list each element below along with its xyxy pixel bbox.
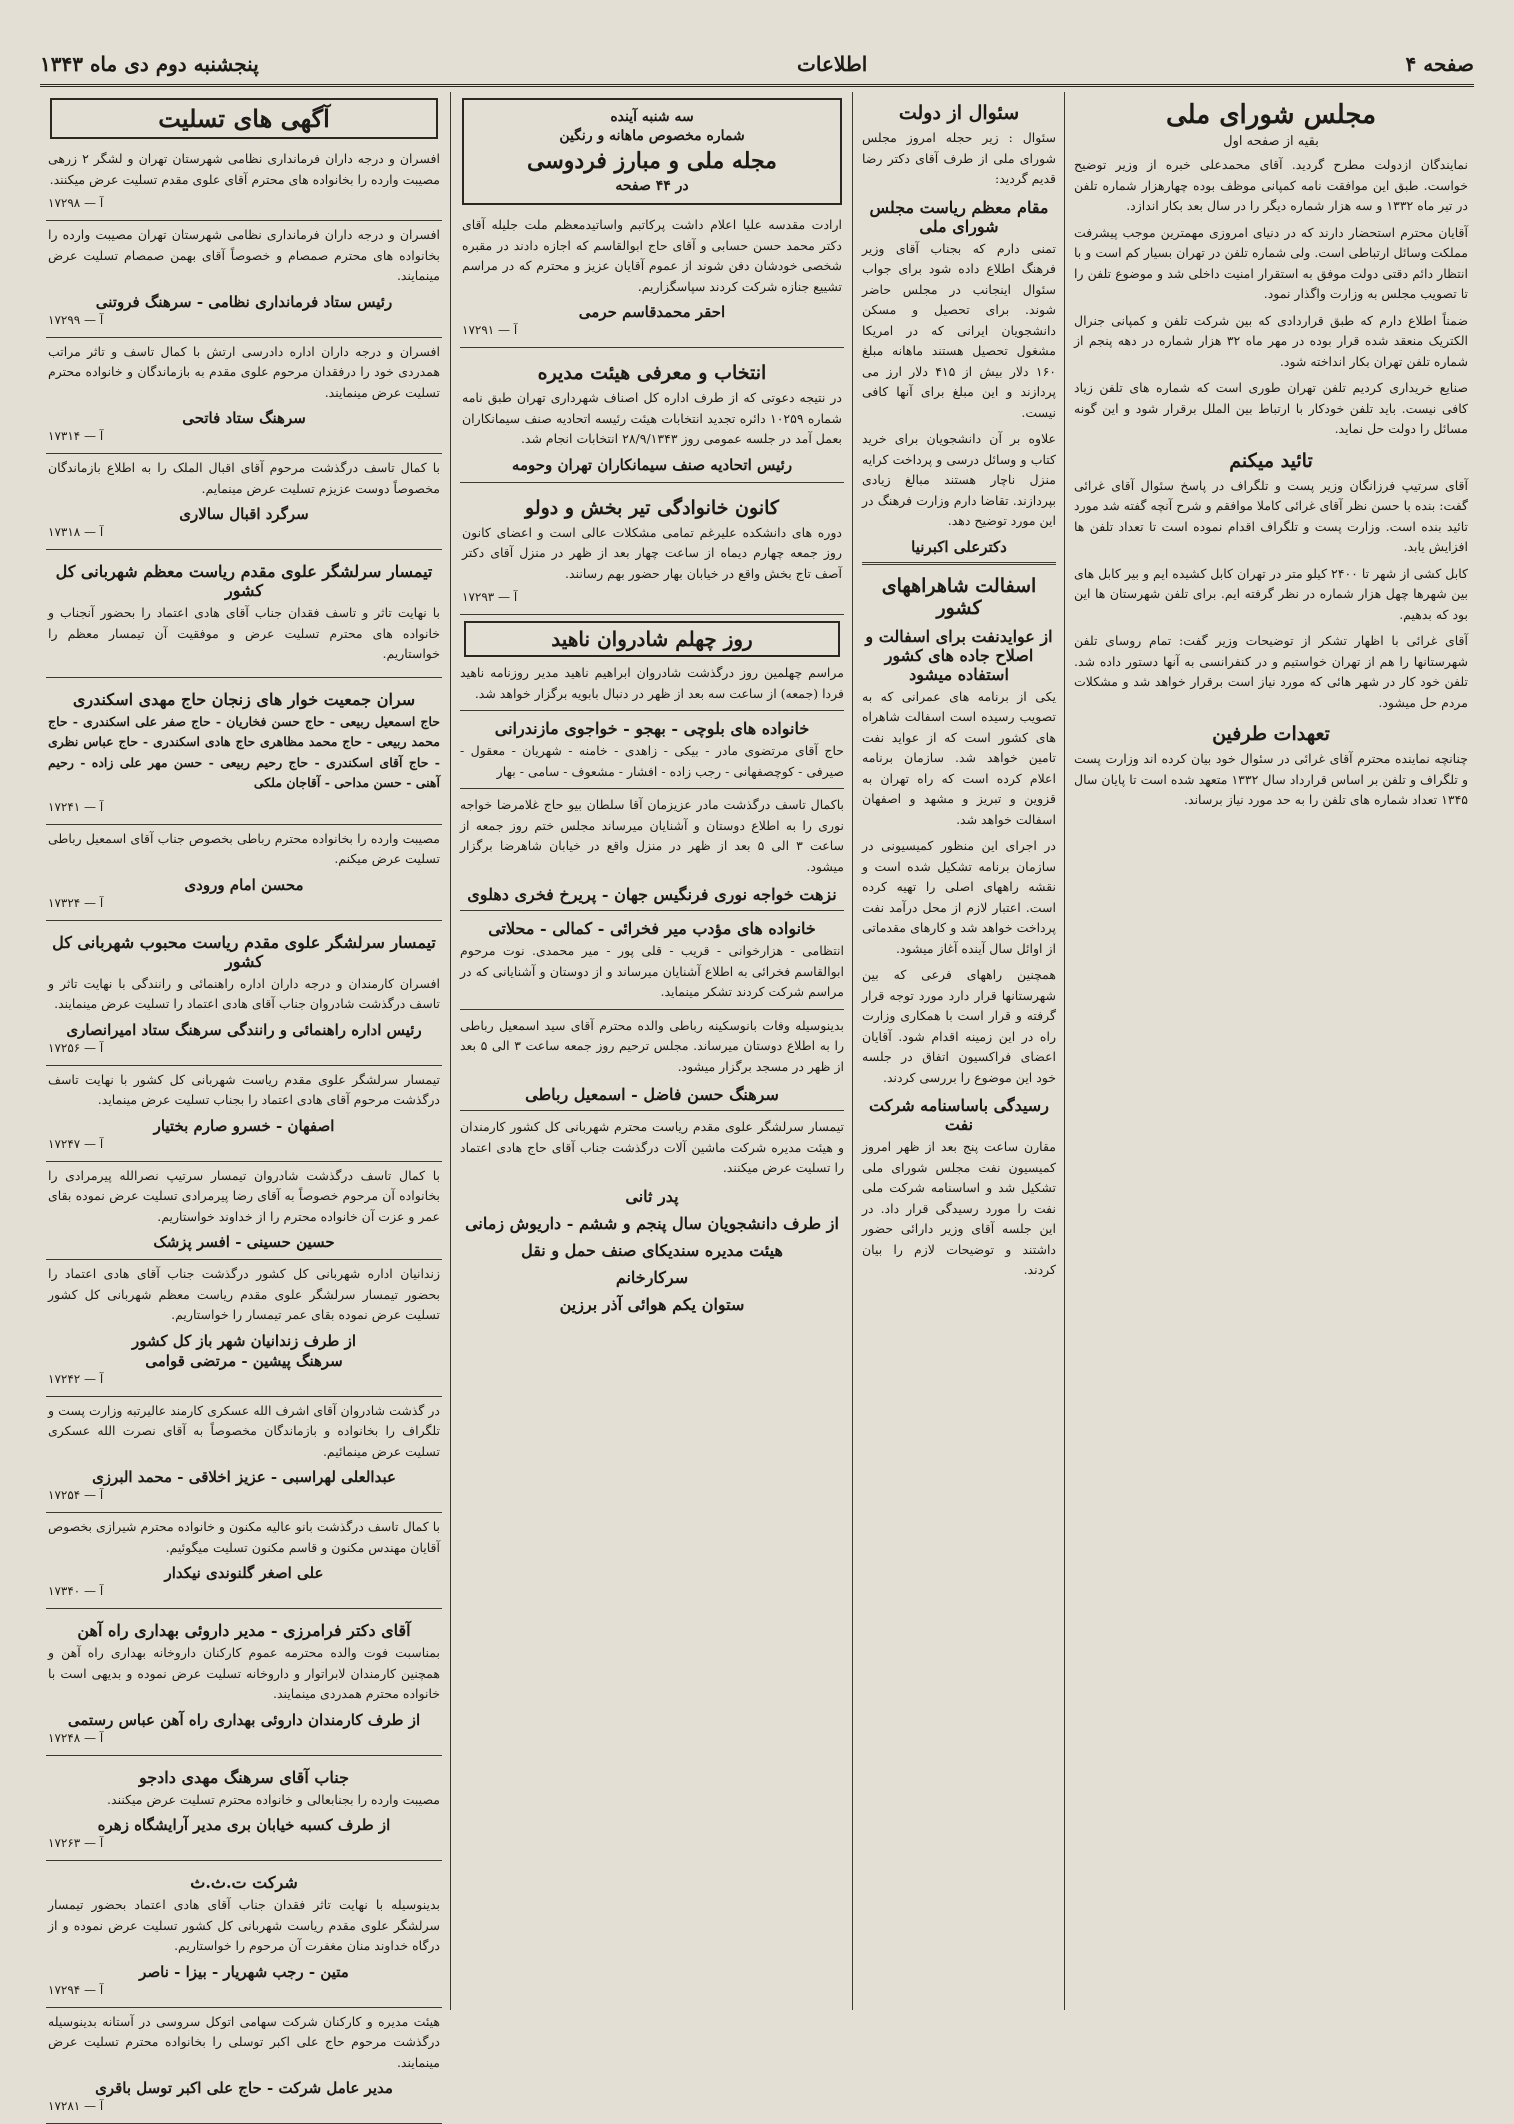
notice — [460, 348, 844, 483]
divider — [460, 1110, 844, 1111]
section-heading: تعهدات طرفین — [1074, 723, 1468, 745]
notice-text: افسران و درجه داران فرمانداری نظامی شهرستان تهران و لشگر ۲ زرهی مصیبت وارده را بخانواده های محترم آقای علوی مقدم تسلیت عرض میکنند. — [48, 149, 440, 190]
article-paragraph: یکی از برنامه های عمرانی که به تصویب رسیده است اسفالت شاهراه های کشور است که از عواید نفت تامین خواهد شد. سازمان برنامه اعلام کرده است که راه تهران به قزوین و تبریز و مشهد و اصفهان اسفالت خواهد شد. — [862, 687, 1056, 831]
article-paragraph: علاوه بر آن دانشجویان برای خرید کتاب و وسائل درسی و پرداخت کرایه منزل ناچار هستند مبالغ زیادی بپردازند. تقاضا دارم وزارت فرهنگ در این مورد توضیح دهد. — [862, 429, 1056, 532]
divider — [460, 788, 844, 789]
notice-text: بمناسبت فوت والده محترمه عموم کارکنان داروخانه بهداری راه آهن و همچنین کارمندان لابراتوار و داروخانه تسلیت عرض نموده و بدیهی است با خانواده محترم همدردی مینمایند. — [48, 1643, 440, 1705]
notice-heading: نزهت خواجه نوری فرنگیس جهان - پریرخ فخری دهلوی — [460, 885, 844, 904]
section-heading: مقام معظم ریاست مجلس شورای ملی — [862, 198, 1056, 236]
ad-code: آ — ۱۷۲۴۸ — [48, 1731, 440, 1745]
notice-text: دوره های دانشکده علیرغم تمامی مشکلات عالی است و اعضای کانون روز جمعه چهارم دیماه از ساعت چهار بعد از ظهر در منزل آقای دکتر آصف تاج بخش واقع در خیابان بهار حضور بهم رسانند. — [462, 523, 842, 585]
notice-heading: کانون خانوادگی تیر بخش و دولو — [462, 497, 842, 519]
article-title: اسفالت شاهراههای کشور — [862, 575, 1056, 619]
banner-line: در ۴۴ صفحه — [468, 178, 836, 194]
signature: سرهنگ ستاد فاتحی — [48, 409, 440, 427]
article-title: سئوال از دولت — [862, 102, 1056, 124]
notice-text: هیئت مدیره و کارکنان شرکت سهامی اتوکل سروسی در آستانه بدینوسیله درگذشت مرحوم حاج علی اکبر توسلی را بخانواده محترم تسلیت عرض مینمایند. — [48, 2012, 440, 2074]
column-divider — [450, 92, 451, 2010]
condolence-notice — [46, 2008, 442, 2124]
notice-text: زندانیان اداره شهربانی کل کشور درگذشت جناب آقای هادی اعتماد را بحضور تیمسار سرلشگر علوی مقدم ریاست معظم شهربانی کل کشور تسلیت عرض نموده بقای عمر تیمسار را خواستاریم. — [48, 1264, 440, 1326]
condolence-notice — [46, 921, 442, 1066]
notice-text: افسران کارمندان و درجه داران اداره راهنمائی و رانندگی با نهایت تاثر و تاسف درگذشت شادروان جناب آقای هادی اعتماد را تسلیت عرض مینمایند. — [48, 974, 440, 1015]
ad-code: آ — ۱۷۲۴۱ — [48, 800, 440, 814]
notice-text: مصیبت وارده را بخانواده محترم رباطی بخصوص جناب آقای اسمعیل رباطی تسلیت عرض میکنم. — [48, 829, 440, 870]
notice-text: در نتیجه دعوتی که از طرف اداره کل اصناف شهرداری تهران طبق نامه شماره ۱۰۲۵۹ دائره تجدید انتخابات هیئت رئیسه اتحادیه صنف سیمانکاران بعمل آمد در جلسه عمومی روز ۲۸/۹/۱۳۴۳ انتخابات انجام شد. — [462, 388, 842, 450]
notice-heading: هیئت مدیره سندیکای صنف حمل و نقل — [460, 1241, 844, 1260]
notice-text: افسران و درجه داران اداره دادرسی ارتش با کمال تاسف و تاثر مراتب همدردی خود را درفقدان مرحوم علوی مقدم به بازماندگان و خانواده محترم تسلیت عرض مینمایند. — [48, 342, 440, 404]
section-heading: تائید میکنم — [1074, 450, 1468, 472]
notice-text: با کمال تاسف درگذشت شادروان تیمسار سرتیپ نصرالله پیرمرادی را بخانواده آن مرحوم خصوصاً به آقای رضا پیرمرادی تسلیت عرض نموده بقای عمر و عزت آن خانواده محترم را از خداوند خواستاریم. — [48, 1166, 440, 1228]
notice-text: افسران و درجه داران فرمانداری نظامی شهرستان تهران مصیبت وارده را بخانواده های محترم صمصام و خصوصاً آقای بهمن صمصام تسلیت عرض مینمایند. — [48, 225, 440, 287]
notice-heading: آقای دکتر فرامرزی - مدیر داروئی بهداری راه آهن — [48, 1621, 440, 1640]
notice-text: در گذشت شادروان آقای اشرف الله عسکری کارمند عالیرتبه وزارت پست و تلگراف را بخانواده و بازماندگان مخصوصاً به آقای نصرت الله عسکری تسلیت عرض مینمائیم. — [48, 1401, 440, 1463]
article-paragraph: کابل کشی از شهر تا ۲۴۰۰ کیلو متر در تهران کابل کشیده ایم و بیر کابل های بین شهرها چهل هزار شماره در نظر گرفته ایم. برای تلفن شهرستان ها این بود که بدهیم. — [1074, 564, 1468, 626]
article-paragraph: آقای سرتیپ فرزانگان وزیر پست و تلگراف در پاسخ سئوال آقای غرائی گفت: بنده با حسن نظر آقای غرائی کاملا موافقم و شرح آنچه گفته شد مورد تائید بنده است. وزارت پست و تلگراف اقدام نموده است تا تعداد تلفن ها افزایش یابد. — [1074, 476, 1468, 558]
condolence-notice — [46, 221, 442, 338]
ad-code: آ — ۱۷۲۵۴ — [48, 1488, 440, 1502]
notice-heading: خانواده های مؤدب میر فخرائی - کمالی - محلاتی — [460, 919, 844, 938]
column-condolences — [40, 92, 448, 2010]
divider — [862, 562, 1056, 565]
notice-text: تیمسار سرلشگر علوی مقدم ریاست شهربانی کل کشور با نهایت تاسف درگذشت مرحوم آقای هادی اعتماد را بجناب تسلیت عرض مینماید. — [48, 1070, 440, 1111]
ad-code: آ — ۱۷۲۴۷ — [48, 1137, 440, 1151]
condolence-notice — [46, 338, 442, 455]
condolence-notice — [46, 550, 442, 678]
ad-code: آ — ۱۷۳۴۰ — [48, 1584, 440, 1598]
ad-code: ۱۷۲۹۳ — آ — [462, 590, 842, 604]
notice-text: تیمسار سرلشگر علوی مقدم ریاست محترم شهربانی کل کشور کارمندان و هیئت مدیره شرکت ماشین آلات درگذشت جناب آقای حاج هادی اعتماد را تسلیت عرض میکنند. — [460, 1117, 844, 1179]
signature: رئیس اتحادیه صنف سیمانکاران تهران وحومه — [462, 456, 842, 474]
notice-heading: پدر ثانی — [460, 1187, 844, 1206]
article-title: مجلس شورای ملی — [1074, 100, 1468, 130]
article-paragraph: تمنی دارم که بجناب آقای وزیر فرهنگ اطلاع داده شود برای جواب سئوال اینجانب در مجلس حاضر شوند. برای تحصیل و مسکن دانشجویان ایرانی که در امریکا مشغول تحصیل هستند ماهانه مبلغ ۱۶۰ دلار بیش از ۴۱۵ دلار ارز می پردازند و این مبلغ برای آنها کافی نیست. — [862, 239, 1056, 424]
signature: مدیر عامل شرکت - حاج علی اکبر توسل باقری — [48, 2079, 440, 2097]
signature: سرگرد اقبال سالاری — [48, 505, 440, 523]
condolence-notice — [46, 1162, 442, 1261]
signature: از طرف کارمندان داروئی بهداری راه آهن عباس رستمی — [48, 1711, 440, 1729]
signature: محسن امام ورودی — [48, 876, 440, 894]
ad-code: آ — ۱۷۲۴۲ — [48, 1372, 440, 1386]
column-announcements — [454, 92, 850, 2010]
notice-text: حاج آقای مرتضوی مادر - بیکی - زاهدی - خامنه - شهریان - معقول - صیرفی - کوچصفهانی - رجب زاده - افشار - مشعوف - سامی - بهار — [460, 741, 844, 782]
notice-text: ارادت مقدسه علیا اعلام داشت پرکاتبم واساتیدمعظم ملت جلیله آقای دکتر محمد حسن حسابی و آقای حاج ابوالقاسم که اجازه دادند در مقبره شخصی خودشان دفن شوند از عموم آقایان عزیز و محترم که در مراسم تشییع جنازه شرکت کردند سپاسگزاریم. — [462, 215, 842, 297]
signature: از طرف زندانیان شهر باز کل کشور — [48, 1332, 440, 1350]
signature: از طرف کسبه خیابان بری مدیر آرایشگاه زهره — [48, 1816, 440, 1834]
article-subtitle: از عوایدنفت برای اسفالت و اصلاح جاده های کشور استفاده میشود — [862, 627, 1056, 684]
article-paragraph: همچنین راههای فرعی که بین شهرستانها قرار دارد مورد توجه قرار گرفته و قرار است با همکاری وزارت راه در این زمینه اقدام شود. آقایان اعضای فراکسیون اتفاق در جلسه خود این موضوع را بررسی کردند. — [862, 965, 1056, 1088]
notice-heading: شرکت ت.ث.ث — [48, 1873, 440, 1892]
notice-text: مصیبت وارده را بجنابعالی و خانواده محترم تسلیت عرض میکنند. — [48, 1790, 440, 1811]
ad-code: آ — ۱۷۲۵۶ — [48, 1041, 440, 1055]
ad-code: آ — ۱۷۳۱۴ — [48, 429, 440, 443]
condolence-notice — [46, 825, 442, 921]
signature: حسین حسینی - افسر پزشک — [48, 1233, 440, 1251]
article-paragraph: ضمناً اطلاع دارم که طبق قراردادی که بین شرکت تلفن و کمپانی جنرال الکتریک منعقد شده قرار بوده در مهر ماه ۳۲ هزار شماره در دهه پنجم از شماره تلفن تهران بکار انداخته شود. — [1074, 311, 1468, 373]
signature: احقر محمدقاسم حرمی — [462, 303, 842, 321]
notice-heading: خانواده های بلوچی - بهجو - خواجوی مازندرانی — [460, 719, 844, 738]
page-header — [40, 44, 1474, 87]
article-paragraph: صنایع خریداری کردیم تلفن تهران طوری است که شماره های تلفن زیاد کافی نیست. باید تلفن خودکار با ارتباط بین الملل برقرار شود و این گونه مسائل را دولت حل نماید. — [1074, 378, 1468, 440]
condolence-notice — [46, 1756, 442, 1862]
notice-text: باکمال تاسف درگذشت مادر عزیزمان آقا سلطان بیو حاج غلامرضا خواجه نوری را به اطلاع دوستان و آشنایان میرساند مجلس ختم روز جمعه از ساعت ۳ الی ۵ بعد از ظهر در منزل واقع در خیابان شاهرضا برگزار میشود. — [460, 795, 844, 877]
divider — [460, 1009, 844, 1010]
signature: اصفهان - خسرو صارم بختیار — [48, 1117, 440, 1135]
notice-names: حاج اسمعیل ربیعی - حاج حسن فخاریان - حاج صفر علی اسکندری - حاج محمد ربیعی - حاج محمد مظاهری حاج هادی اسکندری - حاج عباس نظری - حاج آقای اسکندری - حاج رحیم ربیعی - حسن مهر علی زاده - رحیم آهنی - حسن مداحی - آقاجان ملکی — [48, 712, 440, 794]
notice-heading: سرکارخانم — [460, 1268, 844, 1287]
divider — [460, 910, 844, 911]
ad-code: آ — ۱۷۲۸۱ — [48, 2099, 440, 2113]
condolence-notice — [46, 1066, 442, 1162]
notice-heading: تیمسار سرلشگر علوی مقدم ریاست معظم شهربانی کل کشور — [48, 562, 440, 600]
ad-code: آ — ۱۷۳۱۸ — [48, 525, 440, 539]
notice-text: با کمال تاسف درگذشت بانو عالیه مکنون و خانواده محترم شیرازی بخصوص آقایان مهندس مکنون و قاسم مکنون تسلیت میگوئیم. — [48, 1517, 440, 1558]
continued-note: بقیه از صفحه اول — [1074, 134, 1468, 149]
signature: علی اصغر گلنوندی نیکدار — [48, 1564, 440, 1582]
article-paragraph: در اجرای این منظور کمیسیونی در سازمان برنامه تشکیل شده است و نقشه راههای اصلی را تهیه کرده است. اعتبار لازم از محل درآمد نفت پرداخت خواهد شد و کارهای مقدماتی از اوائل سال آینده آغاز میشود. — [862, 836, 1056, 959]
article-paragraph: چنانچه نماینده محترم آقای غرائی در سئوال خود بیان کرده اند وزارت پست و تلگراف و تلفن بر اساس قرارداد سال ۱۳۳۲ متعهد شده است تا پایان سال ۱۳۴۵ تعداد شماره های تلفن را به حد مورد نیاز برساند. — [1074, 749, 1468, 811]
column-parliament — [1068, 92, 1474, 2010]
condolence-notice — [46, 1861, 442, 2008]
ad-code: آ — ۱۷۳۲۴ — [48, 896, 440, 910]
notice-text: با نهایت تاثر و تاسف فقدان جناب آقای هادی اعتماد را بحضور آنجناب و خانواده های محترم تسلیت عرض و موفقیت آن تیمسار معظم را خواستاریم. — [48, 603, 440, 665]
signature: متین - رجب شهریار - بیزا - ناصر — [48, 1963, 440, 1981]
column-divider — [1064, 92, 1065, 2010]
article-paragraph: نمایندگان ازدولت مطرح گردید. آقای محمدعلی خبره از وزیر توضیح خواست. طبق این موافقت نامه کمپانی موظف بوده چهارهزار شماره تلفن در تیر ماه ۱۳۳۲ و سه هزار شماره دیگر را در سال بعد بکار اندازد. — [1074, 155, 1468, 217]
column-questions — [856, 92, 1062, 2010]
condolence-notice — [46, 1260, 442, 1397]
notice-text: مراسم چهلمین روز درگذشت شادروان ابراهیم ناهید مدیر روزنامه ناهید فردا (جمعه) از ساعت سه بعد از ظهر در دنبال بابویه برگزار خواهد شد. — [460, 663, 844, 704]
ad-code: آ — ۱۷۲۹۴ — [48, 1983, 440, 1997]
signature: دکترعلی اکبرنیا — [862, 538, 1056, 556]
signature: سرهنگ پیشین - مرتضی قوامی — [48, 1352, 440, 1370]
notice — [460, 211, 844, 348]
condolence-notice — [46, 1397, 442, 1514]
article-paragraph: آقای غرائی با اظهار تشکر از توضیحات وزیر گفت: تمام روسای تلفن شهرستانها را هم از تهران خواستیم و در کنفرانسی به آنها دستور داده شد. تلفن خود کار در شهر هائی که مورد نیاز است برقرار خواهد شد و مشکلات مردم حل میشود. — [1074, 631, 1468, 713]
section-title: آگهی های تسلیت — [50, 98, 438, 139]
condolence-notice — [46, 1609, 442, 1756]
banner-line: شماره مخصوص ماهانه و رنگین — [468, 128, 836, 144]
notice-heading: ستوان یکم هوائی آذر برزین — [460, 1295, 844, 1314]
issue-date: پنجشنبه دوم دی ماه ۱۳۴۳ — [40, 52, 259, 76]
notice — [460, 483, 844, 616]
column-divider — [852, 92, 853, 2010]
divider — [460, 710, 844, 711]
notice-text: انتظامی - هزارخوانی - قریب - قلی پور - میر محمدی. نوت مرحوم ابوالقاسم فخرائی به اطلاع آشنایان میرساند و از دوستان و آشنایانی که در مراسم شرکت کردند تشکر مینماید. — [460, 941, 844, 1003]
ad-code: آ — ۱۷۲۹۸ — [48, 196, 440, 210]
signature: رئیس اداره راهنمائی و رانندگی سرهنگ ستاد امیرانصاری — [48, 1021, 440, 1039]
signature: عبدالعلی لهراسبی - عزیز اخلاقی - محمد البرزی — [48, 1468, 440, 1486]
ad-code: آ — ۱۷۲۹۹ — [48, 313, 440, 327]
memorial-heading-box: روز چهلم شادروان ناهید — [464, 621, 840, 657]
notice-heading: جناب آقای سرهنگ مهدی دادجو — [48, 1768, 440, 1787]
notice-text: بدینوسیله با نهایت تاثر فقدان جناب آقای هادی اعتماد بحضور تیمسار سرلشگر علوی مقدم ریاست شهربانی کل کشور تسلیت عرض نموده و از درگاه خداوند منان مغفرت آن مرحوم را خواستاریم. — [48, 1895, 440, 1957]
notice-heading: انتخاب و معرفی هیئت مدیره — [462, 362, 842, 384]
article-paragraph: سئوال : زیر حجله امروز مجلس شورای ملی از طرف آقای دکتر رضا قدیم گردید: — [862, 128, 1056, 190]
section-heading: رسیدگی باساسنامه شرکت نفت — [862, 1096, 1056, 1134]
notice-heading: سرهنگ حسن فاضل - اسمعیل رباطی — [460, 1085, 844, 1104]
newspaper-name: اطلاعات — [797, 52, 867, 76]
banner-title: مجله ملی و مبارز فردوسی — [468, 148, 836, 174]
condolence-notice — [46, 1513, 442, 1609]
article-paragraph: آقایان محترم استحضار دارند که در دنیای امروزی مهمترین موجب پیشرفت مملکت وسائل ارتباطی است. ولی شماره تلفن در تهران بسیار کم است و با انتظار دائم دقتی دولت موفق به استقرار امنیت داخلی شد و موضوع تلفن را تا تصویب مجلس به وزارت واگذار نمود. — [1074, 223, 1468, 305]
magazine-ad-banner — [462, 98, 842, 205]
ad-code: آ — ۱۷۲۶۳ — [48, 1836, 440, 1850]
notice-text: بدینوسیله وفات بانوسکینه رباطی والده محترم آقای سید اسمعیل رباطی را به اطلاع دوستان میرساند. مجلس ترحیم روز جمعه ساعت ۳ الی ۵ بعد از ظهر در مسجد برگزار میشود. — [460, 1016, 844, 1078]
page-number: صفحه ۴ — [1406, 52, 1474, 76]
ad-code: آ — ۱۷۲۹۱ — [462, 323, 842, 337]
condolence-notice — [46, 678, 442, 825]
signature: رئیس ستاد فرمانداری نظامی - سرهنگ فروتنی — [48, 293, 440, 311]
notice-heading: تیمسار سرلشگر علوی مقدم ریاست محبوب شهربانی کل کشور — [48, 933, 440, 971]
notice-heading: سران جمعیت خوار های زنجان حاج مهدی اسکندری — [48, 690, 440, 709]
condolence-notice — [46, 145, 442, 221]
notice-text: با کمال تاسف درگذشت مرحوم آقای اقبال الملک را به اطلاع بازماندگان مخصوصاً دوست عزیزم تسلیت عرض مینمایم. — [48, 458, 440, 499]
banner-line: سه شنبه آینده — [468, 109, 836, 125]
article-paragraph: مقارن ساعت پنج بعد از ظهر امروز کمیسیون نفت مجلس شورای ملی تشکیل شد و اساسنامه شرکت ملی نفت را مورد رسیدگی قرار داد. در این جلسه آقای وزیر دارائی حضور داشتند و توضیحات لازم را بیان کردند. — [862, 1137, 1056, 1281]
condolence-notice — [46, 454, 442, 550]
notice-heading: از طرف دانشجویان سال پنجم و ششم - داریوش زمانی — [460, 1214, 844, 1233]
